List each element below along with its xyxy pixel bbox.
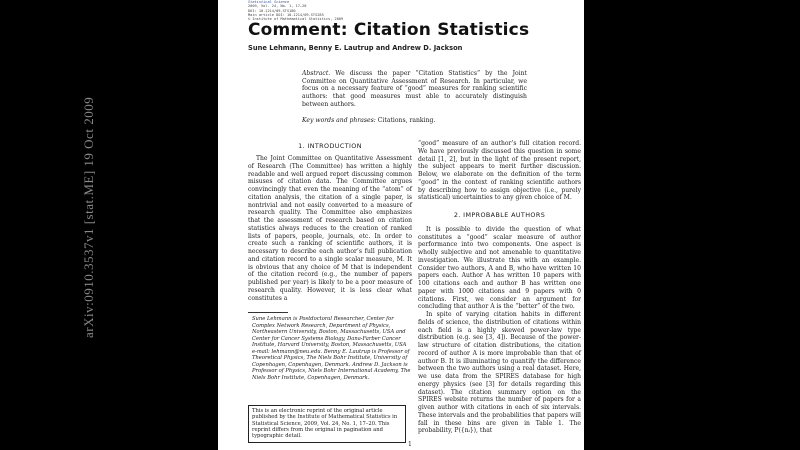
doi-line: DOI: 10.1214/09-STS180	[248, 8, 296, 13]
main-article-doi: Main article DOI: 10.1214/09-STS285	[248, 12, 324, 17]
journal-header	[248, 0, 343, 21]
author-footnote: Sune Lehmann is Postdoctoral Researcher, Center for Complex Network Research, Department of Physics, Northeastern University, Boston, Massachusetts, USA and Center for Cancer Systems Biology, Dana-Farber Cancer Institute, Harvard University, Boston, Massachusetts, USA e-mail: lehmann@neu.edu. Benny E. Lautrup is Professor of Theoretical Physics, The Niels Bohr Institute, University of Copenhagen, Copenhagen, Denmark. Andrew D. Jackson is Professor of Physics, Niels Bohr International Academy, The Niels Bohr Institute, Copenhagen, Denmark.	[252, 316, 411, 381]
arxiv-identifier: arXiv:0910.3537v1 [stat.ME] 19 Oct 2009	[81, 96, 96, 338]
keywords-text: Citations, ranking.	[377, 117, 436, 124]
section2-paragraph-1: It is possible to divide the question of what constitutes a “good” scalar measure of author performance into two components. One aspect is wholly subjective and not amenable to quantitative investigation. We illustrate this with an example. Consider two authors, A and B, who have written 10 papers each. Author A has written 10 papers with 100 citations each and author B has written one paper with 1000 citations and 9 papers with 0 citations. First, we consider an argument for concluding that author A is the “better” of the two.	[418, 225, 581, 311]
paper-page	[218, 0, 584, 450]
intro-continuation: “good” measure of an author’s full citation record. We have previously discussed this question in some detail [1, 2], but in the light of the present report, the subject appears to merit further discussion. Below, we elaborate on the definition of the term “good” in the context of ranking scientific authors by describing how to assign objective (i.e., purely statistical) uncertainties to any given choice of M.	[418, 140, 581, 202]
paper-authors: Sune Lehmann, Benny E. Lautrup and Andrew D. Jackson	[248, 44, 463, 52]
left-column	[248, 155, 412, 302]
right-column	[418, 140, 581, 435]
abstract	[302, 70, 527, 109]
volume-line: 2009, Vol. 24, No. 1, 17–20	[248, 4, 307, 9]
footnote-rule	[248, 312, 288, 313]
keywords	[302, 117, 527, 124]
intro-paragraph: The Joint Committee on Quantitative Assessment of Research (The Committee) has written a highly readable and well argued report discussing common misuses of citation data. The Committee argues convincingly that even the meaning of the “atom” of citation analysis, the citation of a single paper, is nontrivial and not easily converted to a measure of research quality. The Committee also emphasizes that the assessment of research based on citation statistics always reduces to the creation of ranked lists of papers, people, journals, etc. In order to create such a ranking of scientific authors, it is necessary to describe each author’s full publication and citation record to a single scalar measure, M. It is obvious that any choice of M that is independent of the citation record (e.g., the number of papers published per year) is likely to be a poor measure of research quality. However, it is less clear what constitutes a	[248, 155, 412, 302]
paper-title: Comment: Citation Statistics	[248, 20, 530, 40]
keywords-label: Key words and phrases:	[302, 117, 376, 124]
section2-paragraph-2: In spite of varying citation habits in different fields of science, the distribution of citations within each field is a highly skewed power-law type distribution (e.g. see [3, 4]). Because of the power-law structure of citation distributions, the citation record of author A is more improbable than that of author B. It is illuminating to quantify the difference between the two authors using a real dataset. Here, we use data from the SPIRES database for high energy physics (see [3] for details regarding this dataset). The citation summary option on the SPIRES website returns the number of papers for a given author with citations in each of six intervals. These intervals and the probabilities that papers will fall in these bins are given in Table 1. The probability, P({nᵢ}), that	[418, 311, 581, 435]
copyright-line: © Institute of Mathematical Statistics, 2009	[248, 17, 344, 22]
abstract-label: Abstract.	[302, 70, 331, 77]
journal-name: Statistical Science	[248, 0, 290, 4]
page-number: 1	[408, 441, 412, 448]
abstract-text: We discuss the paper “Citation Statistics” by the Joint Committee on Quantitative Assessment of Research. In particular, we focus on a necessary feature of “good” measures for ranking scientific authors: that good measures must able to accurately distinguish between authors.	[302, 70, 528, 108]
reprint-notice-box: This is an electronic reprint of the original article published by the Institute of Mathematical Statistics in Statistical Science, 2009, Vol. 24, No. 1, 17–20. This reprint differs from the original in pagination and typographic detail.	[248, 405, 406, 443]
section-heading-introduction: 1. INTRODUCTION	[298, 142, 362, 150]
section-heading-improbable-authors: 2. IMPROBABLE AUTHORS	[453, 211, 546, 219]
